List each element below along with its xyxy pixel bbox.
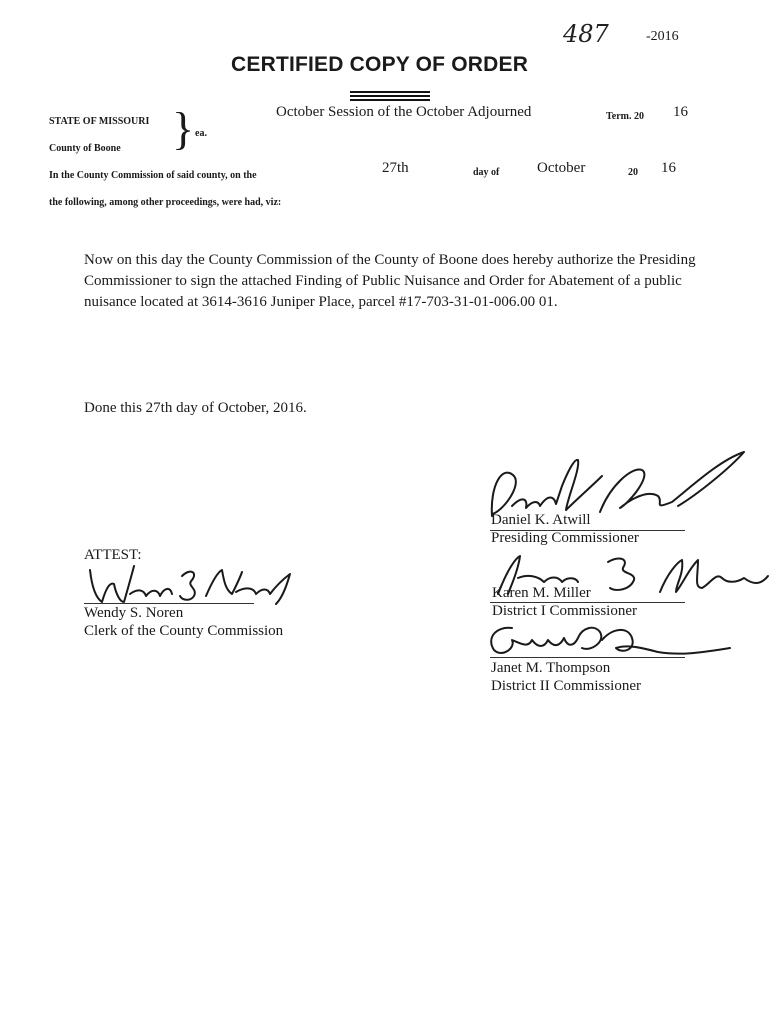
noren-signature — [86, 558, 296, 608]
miller-title: District I Commissioner — [492, 603, 637, 619]
year-value: 16 — [661, 160, 676, 176]
title-double-rule — [350, 91, 430, 103]
thompson-name: Janet M. Thompson — [491, 660, 611, 676]
month-value: October — [537, 160, 586, 176]
session-text: October Session of the October Adjourned — [276, 104, 532, 120]
noren-signature-line — [84, 603, 254, 604]
thompson-title: District II Commissioner — [491, 678, 641, 694]
done-date-text: Done this 27th day of October, 2016. — [84, 400, 307, 416]
order-body-text: Now on this day the County Commission of the County of Boone does hereby authorize the Presiding Commissioner to sign the attached Finding of Public Nuisance and Order for Abatement of a public nuisance located at 3614-3616 Juniper Place, parcel #17-703-31-01-006.00 01. — [84, 252, 696, 310]
year-prefix: 20 — [628, 167, 638, 178]
document-title: CERTIFIED COPY OF ORDER — [231, 53, 529, 76]
state-label: STATE OF MISSOURI — [49, 116, 150, 127]
day-value: 27th — [382, 160, 409, 176]
atwill-name: Daniel K. Atwill — [491, 512, 591, 528]
ss-label: ea. — [195, 128, 207, 139]
term-label: Term. 20 — [606, 111, 644, 122]
noren-title: Clerk of the County Commission — [84, 623, 284, 639]
commission-line-label: In the County Commission of said county, on the — [49, 170, 257, 181]
noren-name: Wendy S. Noren — [84, 605, 184, 621]
day-of-label: day of — [473, 167, 500, 178]
order-number-handwritten: 487 — [563, 20, 609, 48]
brace-glyph: } — [172, 103, 195, 154]
order-number-suffix: -2016 — [646, 29, 679, 44]
attest-label: ATTEST: — [84, 547, 142, 563]
thompson-signature — [482, 618, 732, 662]
thompson-signature-line — [490, 657, 685, 658]
county-label: County of Boone — [49, 143, 121, 154]
miller-name: Karen M. Miller — [492, 585, 591, 601]
proceedings-label: the following, among other proceedings, were had, viz: — [49, 197, 282, 208]
term-year: 16 — [673, 104, 688, 120]
atwill-title: Presiding Commissioner — [491, 530, 639, 546]
